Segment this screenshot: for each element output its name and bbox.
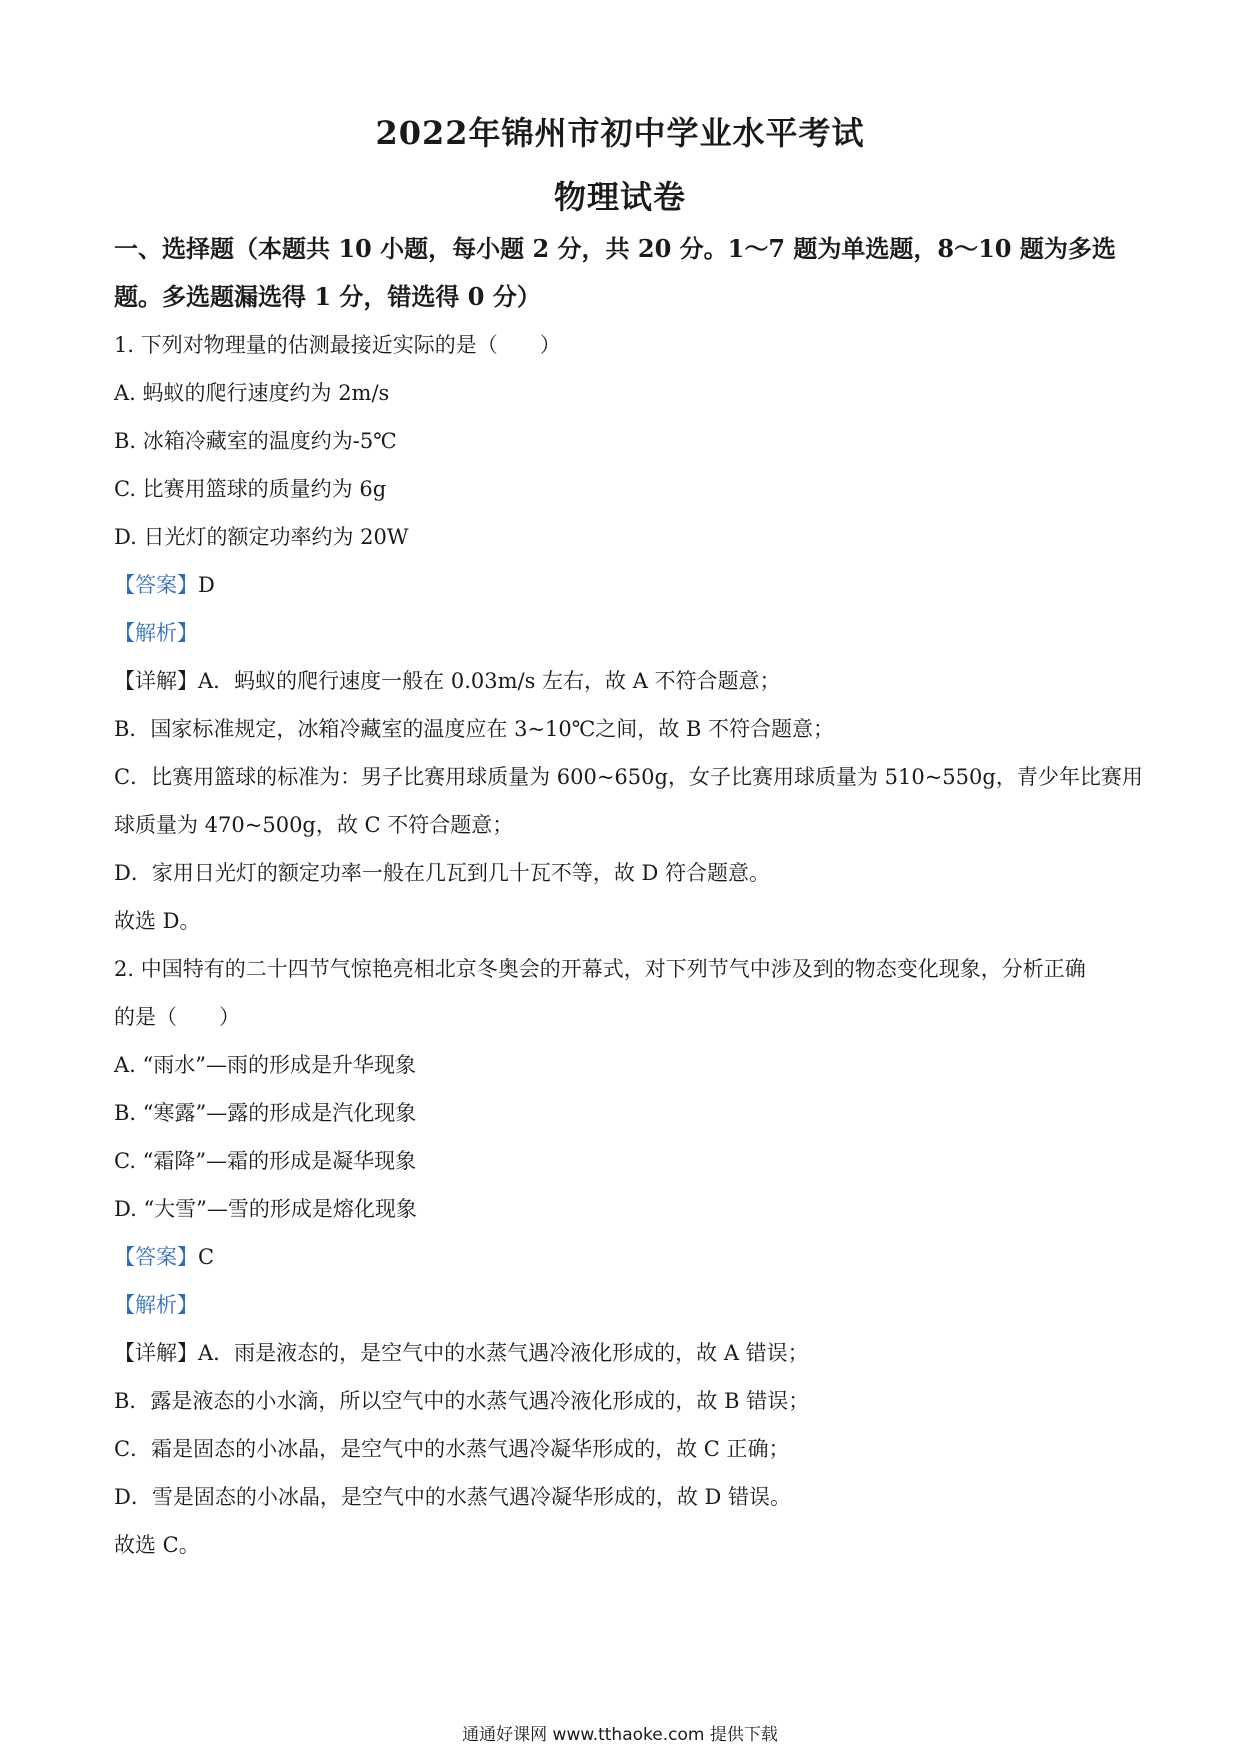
detail-tag: 【详解】 (114, 1341, 198, 1365)
question-1-analysis-tag: 【解析】 (114, 621, 198, 645)
question-1-option-d: D. 日光灯的额定功率约为 20W (114, 525, 409, 549)
question-2-option-d: D. “大雪”—雪的形成是熔化现象 (114, 1197, 417, 1221)
question-1-detail-line: D．家用日光灯的额定功率一般在几瓦到几十瓦不等，故 D 符合题意。 (114, 861, 771, 885)
detail-text: A．蚂蚁的爬行速度一般在 0.03m/s 左右，故 A 不符合题意； (198, 669, 781, 693)
question-1-conclusion: 故选 D。 (114, 909, 201, 933)
question-2-option-c: C. “霜降”—霜的形成是凝华现象 (114, 1149, 417, 1173)
question-1-option-c: C. 比赛用篮球的质量约为 6g (114, 477, 387, 501)
detail-text: A．雨是液态的，是空气中的水蒸气遇冷液化形成的，故 A 错误； (198, 1341, 809, 1365)
question-2-option-b: B. “寒露”—露的形成是汽化现象 (114, 1101, 417, 1125)
question-2-answer (114, 1242, 1134, 1272)
question-2-stem-cont: 的是（ ） (114, 1005, 240, 1029)
question-2-detail-line: C．霜是固态的小冰晶，是空气中的水蒸气遇冷凝华形成的，故 C 正确； (114, 1437, 790, 1461)
question-1-detail-line: B．国家标准规定，冰箱冷藏室的温度应在 3~10℃之间，故 B 不符合题意； (114, 717, 835, 741)
question-1-option-a: A. 蚂蚁的爬行速度约为 2m/s (114, 381, 390, 405)
question-1-detail-line: 球质量为 470~500g，故 C 不符合题意； (114, 813, 514, 837)
question-1-detail (114, 666, 1134, 696)
question-2-detail (114, 1338, 1134, 1368)
question-2-detail-line: B．露是液态的小水滴，所以空气中的水蒸气遇冷液化形成的，故 B 错误； (114, 1389, 810, 1413)
question-2-conclusion: 故选 C。 (114, 1533, 200, 1557)
question-1-answer (114, 570, 1134, 600)
question-2-detail-line: D．雪是固态的小冰晶，是空气中的水蒸气遇冷凝华形成的，故 D 错误。 (114, 1485, 792, 1509)
answer-tag: 【答案】 (114, 1245, 198, 1269)
question-1-detail-line: C．比赛用篮球的标准为：男子比赛用球质量为 600~650g，女子比赛用球质量为 510~550g，青少年比赛用 (114, 765, 1143, 789)
detail-tag: 【详解】 (114, 669, 198, 693)
question-1-option-b: B. 冰箱冷藏室的温度约为-5℃ (114, 429, 397, 453)
question-2-stem: 2. 中国特有的二十四节气惊艳亮相北京冬奥会的开幕式，对下列节气中涉及到的物态变化现象，分析正确 (114, 957, 1086, 981)
section-heading: 一、选择题（本题共 10 小题，每小题 2 分，共 20 分。1～7 题为单选题，8～10 题为多选 (114, 234, 1116, 263)
answer-value: C (198, 1245, 215, 1269)
answer-value: D (198, 573, 215, 597)
page-subtitle: 物理试卷 (553, 178, 686, 216)
page-title: 2022年锦州市初中学业水平考试 (375, 114, 865, 152)
question-2-analysis-tag: 【解析】 (114, 1293, 198, 1317)
answer-tag: 【答案】 (114, 573, 198, 597)
section-heading-cont: 题。多选题漏选得 1 分，错选得 0 分） (114, 282, 541, 311)
page-footer: 通通好课网 www.tthaoke.com 提供下载 (462, 1725, 778, 1745)
question-2-option-a: A. “雨水”—雨的形成是升华现象 (114, 1053, 416, 1077)
question-1-stem: 1. 下列对物理量的估测最接近实际的是（ ） (114, 333, 561, 357)
